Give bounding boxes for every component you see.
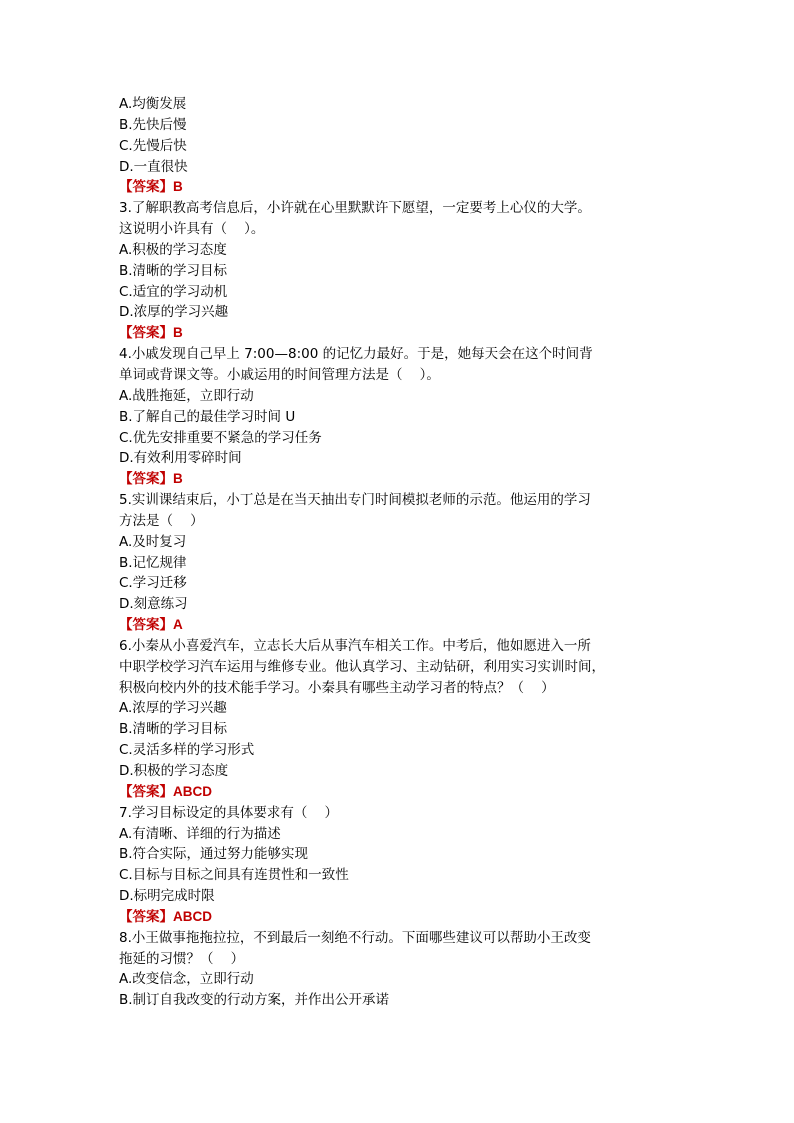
option-b: B.先快后慢 bbox=[119, 116, 187, 133]
answer-label: 【答案】 bbox=[119, 783, 173, 800]
question-stem-line: 方法是（ ） bbox=[119, 512, 204, 529]
question-stem-line: 拖延的习惯？（ ） bbox=[119, 950, 245, 967]
question-stem-line: 3.了解职教高考信息后，小许就在心里默默许下愿望，一定要考上心仪的大学。 bbox=[119, 200, 591, 217]
question-stem-line: 8.小王做事拖拖拉拉，不到最后一刻绝不行动。下面哪些建议可以帮助小王改变 bbox=[119, 929, 591, 946]
option-c: C.灵活多样的学习形式 bbox=[119, 742, 255, 759]
option-b: B.清晰的学习目标 bbox=[119, 721, 228, 738]
answer-value: ABCD bbox=[173, 783, 212, 799]
answer-value: B bbox=[173, 179, 183, 195]
option-c: C.目标与目标之间具有连贯性和一致性 bbox=[119, 867, 349, 884]
option-b: B.清晰的学习目标 bbox=[119, 262, 228, 279]
answer-label: 【答案】 bbox=[119, 325, 173, 342]
option-a: A.战胜拖延，立即行动 bbox=[119, 387, 254, 404]
answer-line bbox=[119, 615, 699, 636]
question-stem-line: 5.实训课结束后，小丁总是在当天抽出专门时间模拟老师的示范。他运用的学习 bbox=[119, 492, 591, 509]
option-a: A.及时复习 bbox=[119, 533, 187, 550]
answer-line bbox=[119, 907, 699, 928]
question-6-block bbox=[119, 636, 699, 803]
question-7-block bbox=[119, 803, 699, 928]
option-a: A.积极的学习态度 bbox=[119, 241, 227, 258]
option-a: A.有清晰、详细的行为描述 bbox=[119, 825, 281, 842]
question-stem-line: 4.小戚发现自己早上 7:00—8:00 的记忆力最好。于是，她每天会在这个时间背 bbox=[119, 346, 593, 363]
option-b: B.了解自己的最佳学习时间 U bbox=[119, 408, 296, 425]
option-b: B.记忆规律 bbox=[119, 554, 187, 571]
option-d: D.标明完成时限 bbox=[119, 888, 215, 905]
question-stem-line: 中职学校学习汽车运用与维修专业。他认真学习、主动钻研，利用实习实训时间， bbox=[119, 658, 605, 675]
answer-line bbox=[119, 323, 699, 344]
question-stem-line: 7.学习目标设定的具体要求有（ ） bbox=[119, 804, 339, 821]
option-c: C.适宜的学习动机 bbox=[119, 283, 228, 300]
option-b: B.符合实际，通过努力能够实现 bbox=[119, 846, 309, 863]
answer-value: ABCD bbox=[173, 908, 212, 924]
document-page bbox=[119, 94, 699, 1011]
option-c: C.优先安排重要不紧急的学习任务 bbox=[119, 429, 322, 446]
option-b: B.制订自我改变的行动方案，并作出公开承诺 bbox=[119, 992, 390, 1009]
option-c: C.学习迁移 bbox=[119, 575, 187, 592]
option-d: D.一直很快 bbox=[119, 158, 188, 175]
answer-line bbox=[119, 177, 699, 198]
answer-line bbox=[119, 469, 699, 490]
question-stem-line: 积极向校内外的技术能手学习。小秦具有哪些主动学习者的特点？（ ） bbox=[119, 679, 555, 696]
question-stem-line: 6.小秦从小喜爱汽车，立志长大后从事汽车相关工作。中考后，他如愿进入一所 bbox=[119, 637, 591, 654]
option-a: A.均衡发展 bbox=[119, 96, 187, 112]
answer-value: B bbox=[173, 325, 183, 341]
answer-value: A bbox=[173, 617, 183, 633]
answer-label: 【答案】 bbox=[119, 617, 173, 634]
question-stem-line: 单词或背课文等。小戚运用的时间管理方法是（ ）。 bbox=[119, 366, 440, 383]
option-c: C.先慢后快 bbox=[119, 137, 187, 154]
option-a: A.改变信念，立即行动 bbox=[119, 971, 254, 988]
answer-value: B bbox=[173, 471, 183, 487]
option-d: D.积极的学习态度 bbox=[119, 763, 229, 779]
question-stem-line: 这说明小许具有（ ）。 bbox=[119, 221, 265, 238]
option-d: D.浓厚的学习兴趣 bbox=[119, 304, 229, 321]
question-3-block bbox=[119, 198, 699, 344]
answer-label: 【答案】 bbox=[119, 471, 173, 488]
question-2-block bbox=[119, 94, 699, 198]
option-d: D.刻意练习 bbox=[119, 596, 188, 613]
question-4-block bbox=[119, 344, 699, 490]
option-d: D.有效利用零碎时间 bbox=[119, 450, 242, 467]
question-5-block bbox=[119, 490, 699, 636]
answer-label: 【答案】 bbox=[119, 908, 173, 925]
option-a: A.浓厚的学习兴趣 bbox=[119, 700, 227, 717]
question-8-block bbox=[119, 928, 699, 1011]
answer-line bbox=[119, 782, 699, 803]
answer-label: 【答案】 bbox=[119, 179, 173, 196]
